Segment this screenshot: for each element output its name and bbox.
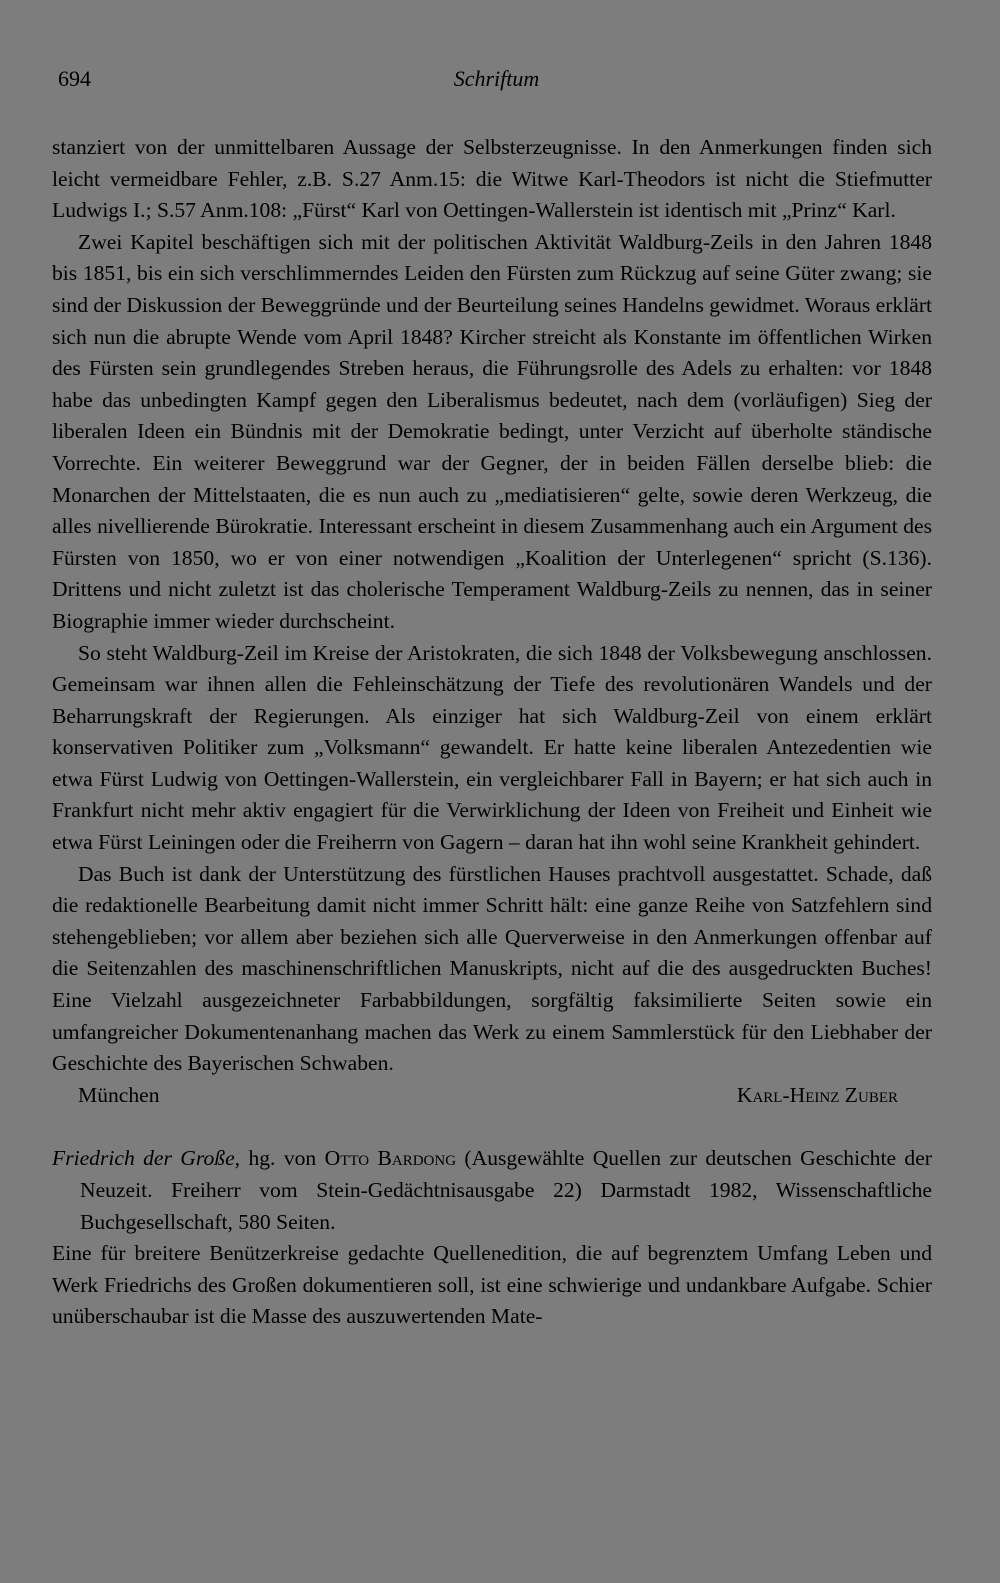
paragraph: Das Buch ist dank der Unterstützung des fürstlichen Hauses prachtvoll ausgestattet. Schade, daß die redaktionelle Bearbeitung damit nicht immer Schritt hält: eine ganze Reihe von Satzfehlern sind stehengeblieben; vor allem aber beziehen sich alle Querverweise in den Anmerkungen offenbar auf die Seitenzahlen des maschinenschriftlichen Manuskripts, nicht auf die des ausgedruckten Buches! Eine Vielzahl ausgezeichneter Farbabbildungen, sorgfältig faksimilierte Seiten sowie ein umfangreicher Dokumentenanhang machen das Werk zu einem Sammlerstück für den Liebhaber der Geschichte des Bayerischen Schwaben. — [52, 861, 932, 1076]
running-head: Schriftum — [453, 66, 540, 91]
bibliographic-entry — [52, 1143, 932, 1238]
editor-prefix: hg. von — [240, 1146, 325, 1171]
paragraph: Zwei Kapitel beschäftigen sich mit der politischen Aktivität Waldburg-Zeils in den Jahren 1848 bis 1851, bis ein sich verschlimmerndes Leiden den Fürsten zum Rückzug auf seine Güter zwang; sie sind der Diskussion der Beweggründe und der Beurteilung seines Handelns gewidmet. Woraus erklärt sich nun die abrupte Wende vom April 1848? Kircher streicht als Konstante im öffentlichen Wirken des Fürsten sein grundlegendes Streben heraus, die Führungsrolle des Adels zu erhalten: vor 1848 habe das unbedingten Kampf gegen den Liberalismus bedeutet, nach dem (vorläufigen) Sieg der liberalen Ideen ein Bündnis mit der Demokratie bedingt, unter Verzicht auf überholte ständische Vorrechte. Ein weiterer Beweggrund war der Gegner, der in beiden Fällen derselbe blieb: die Monarchen der Mittelstaaten, die es nun auch zu „mediatisieren“ gelte, sowie deren Werkzeug, die alles nivellierende Bürokratie. Interessant erscheint in diesem Zusammenhang auch ein Argument des Fürsten von 1850, wo er von einer notwendigen „Koalition der Unterlegenen“ spricht (S.136). Drittens und nicht zuletzt ist das cholerische Temperament Waldburg-Zeils zu nennen, das in seiner Biographie immer wieder durchscheint. — [52, 229, 933, 633]
body-text — [52, 132, 932, 1333]
signature-author: Karl-Heinz Zuber — [736, 1082, 898, 1107]
signature-place: München — [78, 1082, 160, 1107]
book-details: (Ausgewählte Quellen zur deutschen Geschichte der Neuzeit. Freiherr vom Stein-Gedächtnisausgabe 22) Darmstadt 1982, Wissenschaftliche Buchgesellschaft, 580 Seiten. — [80, 1146, 932, 1234]
review-opening: Eine für breitere Benützerkreise gedachte Quellenedition, die auf begrenztem Umfang Leben und Werk Friedrichs des Großen dokumentieren soll, ist eine schwierige und undankbare Aufgabe. Schier unüberschaubar ist die Masse des auszuwertenden Mate- — [52, 1241, 932, 1329]
review-signature — [52, 1080, 932, 1112]
paragraph: So steht Waldburg-Zeil im Kreise der Aristokraten, die sich 1848 der Volksbewegung anschlossen. Gemeinsam war ihnen allen die Fehleinschätzung der Tiefe des revolutionären Wandels und der Beharrungskraft der Regierungen. Als einziger hat sich Waldburg-Zeil von einem erklärt konservativen Politiker zum „Volksmann“ gewandelt. Er hatte keine liberalen Antezedentien wie etwa Fürst Ludwig von Oettingen-Wallerstein, ein vergleichbarer Fall in Bayern; er hat sich auch in Frankfurt nicht mehr aktiv engagiert für die Verwirklichung der Ideen von Freiheit und Einheit wie etwa Fürst Leiningen oder die Freiherrn von Gagern – daran hat ihn wohl seine Krankheit gehindert. — [52, 640, 932, 855]
paragraph-continuation: stanziert von der unmittelbaren Aussage der Selbsterzeugnisse. In den Anmerkungen finden sich leicht vermeidbare Fehler, z.B. S.27 Anm.15: die Witwe Karl-Theodors ist nicht die Stiefmutter Ludwigs I.; S.57 Anm.108: „Fürst“ Karl von Oettingen-Wallerstein ist identisch mit „Prinz“ Karl. — [52, 135, 932, 223]
book-editor: Otto Bardong — [324, 1146, 457, 1171]
page-number: 694 — [58, 66, 91, 91]
page-header — [58, 66, 935, 96]
book-title: Friedrich der Große, — [52, 1146, 241, 1171]
